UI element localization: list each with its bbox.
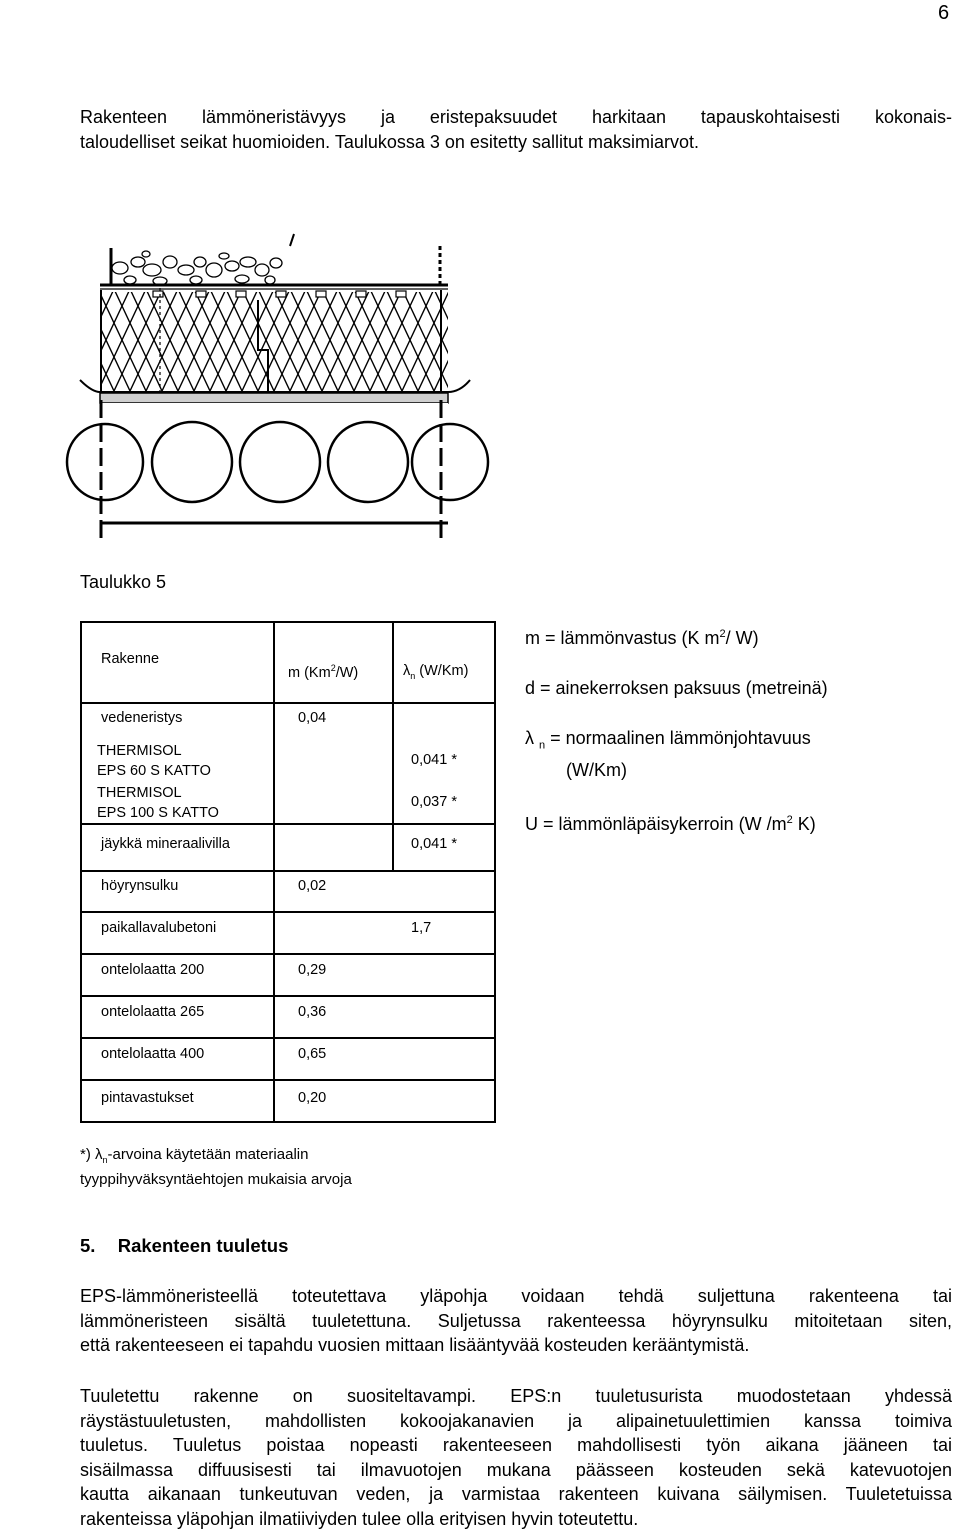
- intro-line: Rakenteen lämmöneristävyys ja eristepaksuudet harkitaan tapauskohtaisesti kokonais-: [80, 107, 952, 127]
- legend-lambda-unit: (W/Km): [566, 759, 627, 780]
- row-name-ontelolaatta-400: ontelolaatta 400: [101, 1046, 205, 1062]
- legend-m: m = lämmönvastus (K $m^2/$ W): [525, 628, 759, 648]
- row-m-vedeneristys: 0,04: [298, 710, 327, 726]
- column-header-rakenne: Rakenne: [101, 651, 160, 667]
- row-m-ontelolaatta-200: 0,29: [298, 962, 327, 978]
- row-name-pintavastukset: pintavastukset: [101, 1090, 194, 1106]
- paragraph-suljettu: EPS-lämmöneristeellä toteutettava yläpohja voidaan tehdä suljettuna rakenteena tai lämmöneristeen sisältä tuuletettuna. Suljetussa rakenteessa höyrynsulku mitoitetaan siten, että rakenteeseen ei tapahdu vuosien mittaan lisääntyvää kosteuden kerääntymistä.: [80, 1286, 952, 1355]
- table-caption: Taulukko 5: [80, 572, 167, 592]
- legend-d: d = ainekerroksen paksuus (metreinä): [525, 678, 828, 698]
- row-name-hoyrynsulku: höyrynsulku: [101, 878, 179, 894]
- row-lambda-mineraalivilla: 0,041 *: [411, 836, 457, 852]
- page-number: 6: [938, 2, 950, 24]
- row-lambda-eps100: 0,037 *: [411, 794, 457, 810]
- column-header-lambda: $\lambda_n$ (W/Km): [403, 663, 469, 681]
- column-header-m: m (Km$^2$/W): [288, 663, 359, 681]
- roof-section-diagram: [0, 0, 960, 560]
- section-heading: [80, 1235, 288, 1257]
- intro-line: taloudelliset seikat huomioiden. Taulukossa 3 on esitetty sallitut maksimiarvot.: [80, 131, 699, 152]
- gravel-layer: [112, 251, 282, 285]
- row-name-eps60: THERMISOL EPS 60 S KATTO: [97, 743, 211, 779]
- legend-u: U = lämmönläpäisykerroin (W $/m^2$ K): [525, 813, 816, 834]
- insulation-layer: [100, 292, 448, 392]
- paragraph-tuuletettu: Tuuletettu rakenne on suositeltavampi. EPS:n tuuletusurista muodostetaan yhdessä räystästuuletusten, mahdollisten kokoojakanavien ja alipainetuulettimien kanssa toimiva tuuletus. Tuuletus poistaa nopeasti rakenteeseen mahdollisesti työn aikana jääneen tai sisäilmassa diffuusisesti tai ilmavuotojen mukana päässeen kosteuden sekä katevuotojen kautta aikanaan tunkeutuvan veden, ja varmistaa rakenteen kuivana säilymisen. Tuuletetuissa rakenteissa yläpohjan ilmatiiviyden tulee olla erityisen hyvin toteutettu.: [80, 1386, 952, 1529]
- row-name-eps100: THERMISOL EPS 100 S KATTO: [97, 785, 219, 821]
- row-name-mineraalivilla: jäykkä mineraalivilla: [101, 836, 230, 852]
- row-name-ontelolaatta-265: ontelolaatta 265: [101, 1004, 205, 1020]
- row-name-ontelolaatta-200: ontelolaatta 200: [101, 962, 205, 978]
- section-title: Rakenteen tuuletus: [117, 1235, 289, 1256]
- legend-lambda: λ $_n$ = normaalinen lämmönjohtavuus: [525, 728, 811, 752]
- table-footnote: *) $\lambda_n$-arvoina käytetään materiaalin tyyppihyväksyntäehtojen mukaisia arvoja: [80, 1146, 352, 1188]
- row-lambda-paikallavalubetoni: 1,7: [411, 920, 432, 936]
- section-number: 5.: [80, 1235, 96, 1256]
- row-lambda-eps60: 0,041 *: [411, 752, 457, 768]
- row-m-hoyrynsulku: 0,02: [298, 878, 327, 894]
- row-name-vedeneristys: vedeneristys: [101, 710, 183, 726]
- row-name-paikallavalubetoni: paikallavalubetoni: [101, 920, 217, 936]
- row-m-ontelolaatta-265: 0,36: [298, 1004, 327, 1020]
- row-m-ontelolaatta-400: 0,65: [298, 1046, 327, 1062]
- legend: [525, 622, 828, 836]
- row-m-pintavastukset: 0,20: [298, 1090, 327, 1106]
- thermal-table: [80, 621, 496, 1123]
